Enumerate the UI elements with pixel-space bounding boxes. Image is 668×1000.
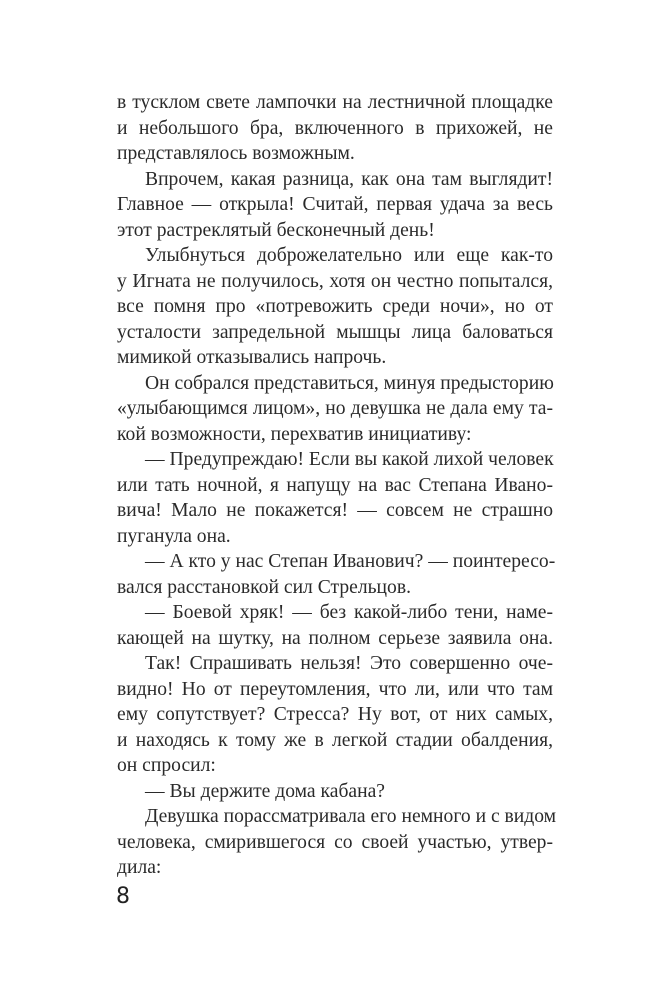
text-line: этот растреклятый бесконечный день! [117,219,435,241]
text-line: представлялось возможным. [117,143,355,164]
text-line: кой возможности, перехватив инициативу: [117,423,472,445]
text-line: пуганула она. [117,525,231,547]
text-line: и находясь к тому же в легкой стадии обалдения, [117,729,553,751]
text-line: — Вы держите дома кабана? [145,780,385,802]
text-line: мимикой отказывались напрочь. [117,347,387,368]
text-line: он спросил: [117,755,216,776]
text-line: Улыбнуться доброжелательно или еще как-то [145,245,553,266]
text-line: Главное — открыла! Считай, первая удача за весь [117,194,553,215]
text-line: — А кто у нас Степан Иванович? — поинтересо- [145,551,556,572]
text-line: кающей на шутку, на полном серьезе заявила она. [117,627,553,649]
text-line: Так! Спрашивать нельзя! Это совершенно оче- [145,653,553,674]
text-line: — Предупреждаю! Если вы какой лихой человек [145,449,554,470]
text-line: — Боевой хряк! — без какой-либо тени, наме- [145,602,553,623]
text-line: дила: [117,857,162,878]
text-line: человека, смирившегося со своей участью, утвер- [117,831,553,853]
text-line: ему сопутствует? Стресса? Ну вот, от них самых, [117,704,553,725]
text-line: «улыбающимся лицом», но девушка не дала ему та- [117,398,553,419]
text-line: и небольшого бра, включенного в прихожей, не [117,117,553,139]
text-line: усталости запредельной мышцы лица баловаться [117,321,553,343]
page-number: 8 [116,884,130,909]
text-line: все помня про «потревожить среди ночи», но от [117,296,553,317]
text-line: или тать ночной, я напущу на вас Степана Ивано- [117,474,553,496]
text-line: у Игната не получилось, хотя он честно попытался, [117,270,553,292]
text-line: вича! Мало не покажется! — совсем не страшно [117,500,553,521]
text-line: видно! Но от переутомления, что ли, или что там [117,678,553,700]
book-page-body [117,90,557,881]
text-line: вался расстановкой сил Стрельцов. [117,576,411,598]
text-line: в тусклом свете лампочки на лестничной площадке [117,92,553,113]
text-line: Девушка порассматривала его немного и с видом [145,806,557,827]
text-line: Он собрался представиться, минуя предысторию [145,372,554,394]
text-line: Впрочем, какая разница, как она там выглядит! [145,168,553,190]
